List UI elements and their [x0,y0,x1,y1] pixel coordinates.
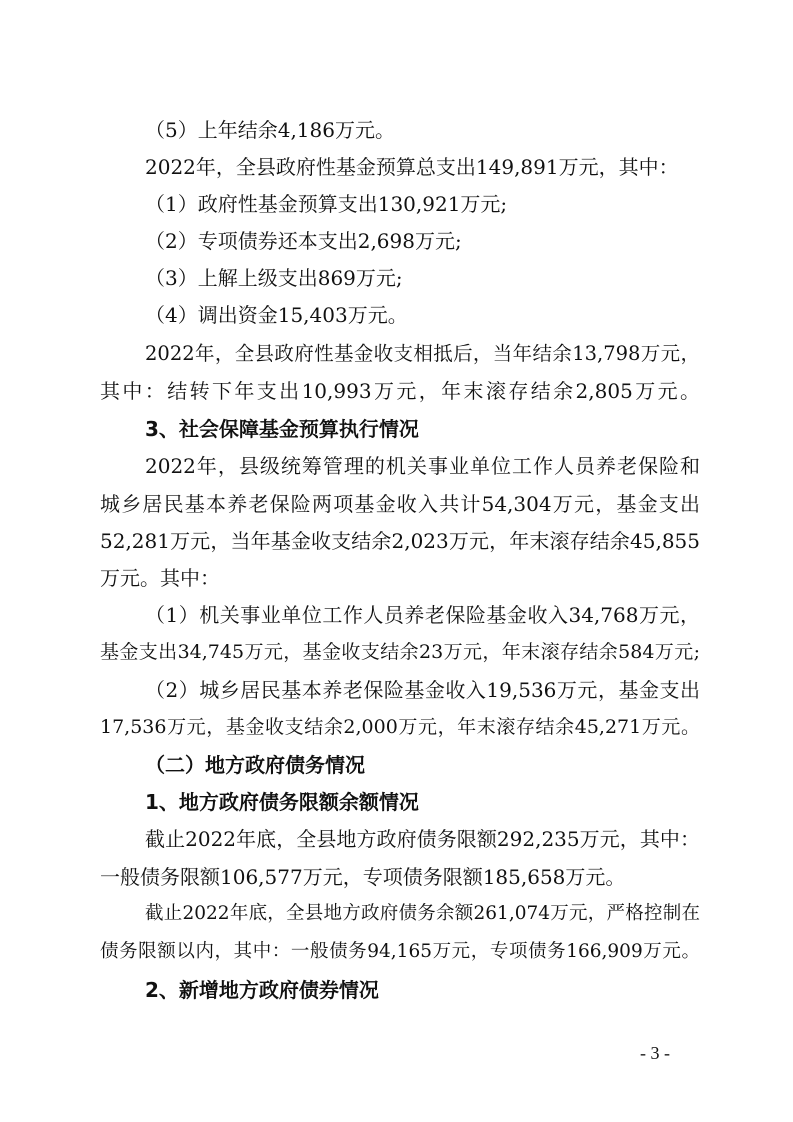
page-number: - 3 - [640,1043,670,1063]
text-line: （3）上解上级支出869万元; [145,266,403,290]
text-line: 基金支出34,745万元，基金收支结余23万元，年末滚存结余584万元; [100,641,700,663]
text-line: （2）专项债券还本支出2,698万元; [145,229,462,253]
text-line: （1）机关事业单位工作人员养老保险基金收入34,768万元， [145,603,700,627]
text-line: 17,536万元，基金收支结余2,000万元，年末滚存结余45,271万元。 [100,716,700,738]
text-line: 万元。其中： [100,566,220,590]
section-heading: 1、地方政府债务限额余额情况 [145,790,419,814]
text-line: （4）调出资金15,403万元。 [145,303,408,327]
text-line: 债务限额以内，其中：一般债务94,165万元，专项债务166,909万元。 [100,941,700,962]
section-heading: 3、社会保障基金预算执行情况 [145,417,419,441]
section-heading: （二）地方政府债务情况 [145,753,365,777]
text-line: （5）上年结余4,186万元。 [145,118,395,142]
text-line: 52,281万元，当年基金收支结余2,023万元，年末滚存结余45,855 [100,529,700,553]
text-line: 其中：结转下年支出10,993万元，年末滚存结余2,805万元。 [100,379,700,403]
text-line: 2022年，全县政府性基金收支相抵后，当年结余13,798万元， [145,342,700,365]
section-heading: 2、新增地方政府债券情况 [145,978,379,1002]
text-line: 截止2022年底，全县地方政府债务余额261,074万元，严格控制在 [145,903,700,924]
text-line: 2022年，县级统筹管理的机关事业单位工作人员养老保险和 [145,454,700,478]
text-line: （2）城乡居民基本养老保险基金收入19,536万元，基金支出 [145,678,700,702]
text-line: 一般债务限额106,577万元，专项债务限额185,658万元。 [100,865,626,889]
text-line: 城乡居民基本养老保险两项基金收入共计54,304万元，基金支出 [100,492,700,516]
text-line: 2022年，全县政府性基金预算总支出149,891万元，其中： [145,155,679,179]
text-line: 截止2022年底，全县地方政府债务限额292,235万元，其中： [145,827,700,851]
text-line: （1）政府性基金预算支出130,921万元; [145,192,508,216]
